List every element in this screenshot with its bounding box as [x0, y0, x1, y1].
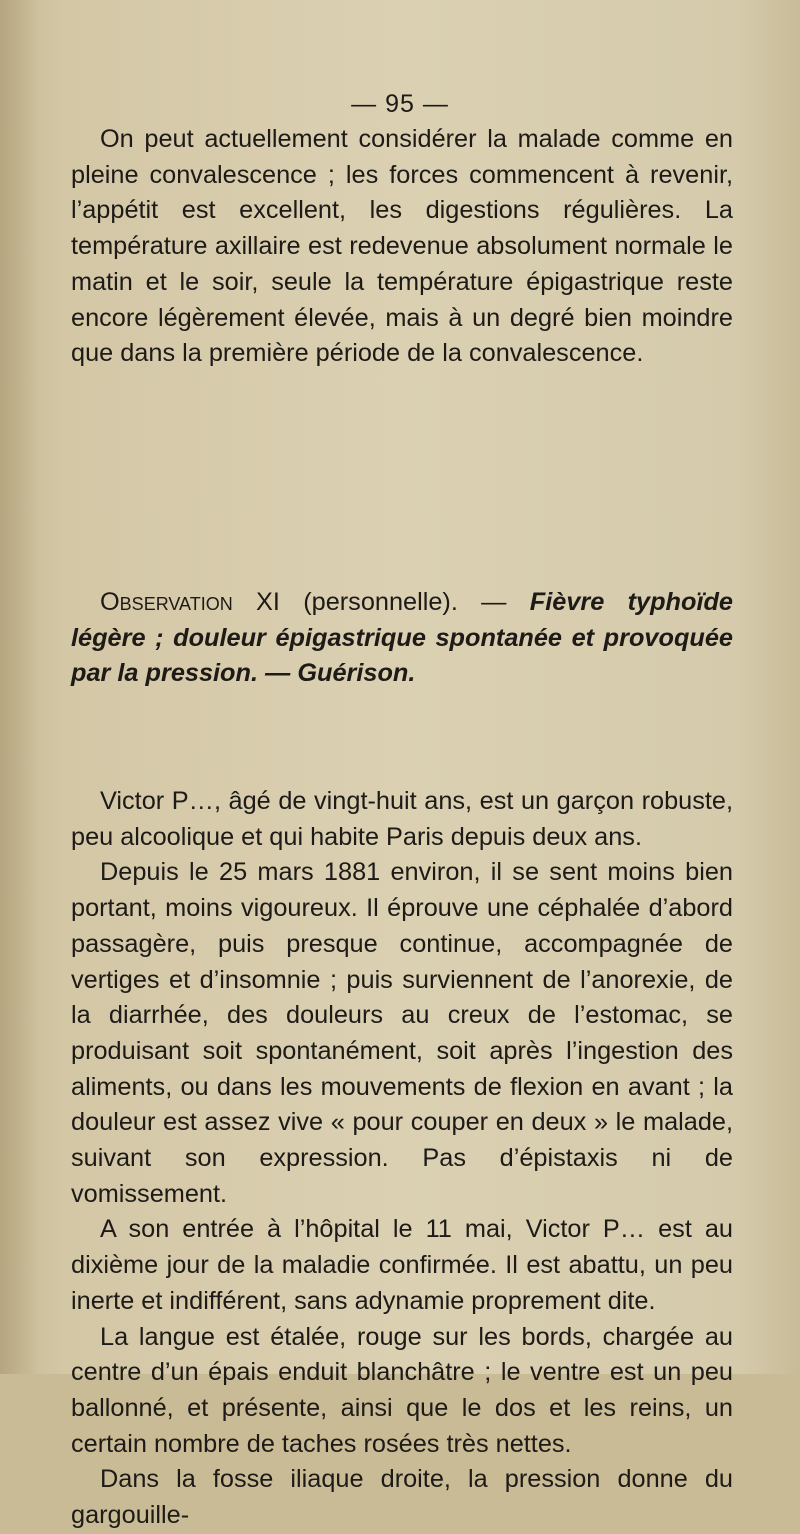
body-paragraph: Depuis le 25 mars 1881 environ, il se sent moins bien portant, moins vigoureux. Il éprouve une céphalée d’abord passagère, puis presque continue, accompagnée de vertiges et d’insomnie ; puis surviennent de l’anorexie, de la diarrhée, des douleurs au creux de l’estomac, se produisant soit spontanément, soit après l’ingestion des aliments, ou dans les mouvements de flexion en avant ; la douleur est assez vive « pour couper en deux » le malade, suivant son expression. Pas d’épistaxis ni de vomissement. — [71, 858, 733, 1208]
observation-label: Observation XI — [100, 588, 280, 616]
body-paragraph: Victor P…, âgé de vingt-huit ans, est un garçon robuste, peu alcoolique et qui habite Paris depuis deux ans. — [71, 787, 733, 851]
body-paragraph: La langue est étalée, rouge sur les bords, chargée au centre d’un épais enduit blanchâtre ; le ventre est un peu ballonné, et présente, ainsi que le dos et les reins, un certain nombre de taches rosées très nettes. — [71, 1322, 733, 1458]
observation-title: Fièvre typhoïde légère ; douleur épigastrique spontanée et provoquée par la pression. — Guérison. — [71, 588, 733, 688]
observation-body — [71, 784, 733, 1534]
intro-paragraph: On peut actuellement considérer la malade comme en pleine convalescence ; les forces commencent à revenir, l’appétit est excellent, les digestions régulières. La température axillaire est redevenue absolument normale le matin et le soir, seule la température épigastrique reste encore légèrement élevée, mais à un degré bien moindre que dans la première période de la convalescence. — [71, 125, 733, 368]
intro-block — [71, 122, 733, 372]
observation-qualifier: (personnelle). — — [279, 588, 530, 616]
page-edge-shadow — [0, 0, 40, 1374]
observation-heading-line — [71, 585, 733, 692]
observation-heading — [71, 585, 733, 692]
body-paragraph: Dans la fosse iliaque droite, la pression donne du gargouille- — [71, 1465, 733, 1530]
page-number: — 95 — — [351, 90, 449, 118]
body-paragraph: A son entrée à l’hôpital le 11 mai, Victor P… est au dixième jour de la maladie confirmée. Il est abattu, un peu inerte et indifférent, sans adynamie proprement dite. — [71, 1215, 733, 1315]
